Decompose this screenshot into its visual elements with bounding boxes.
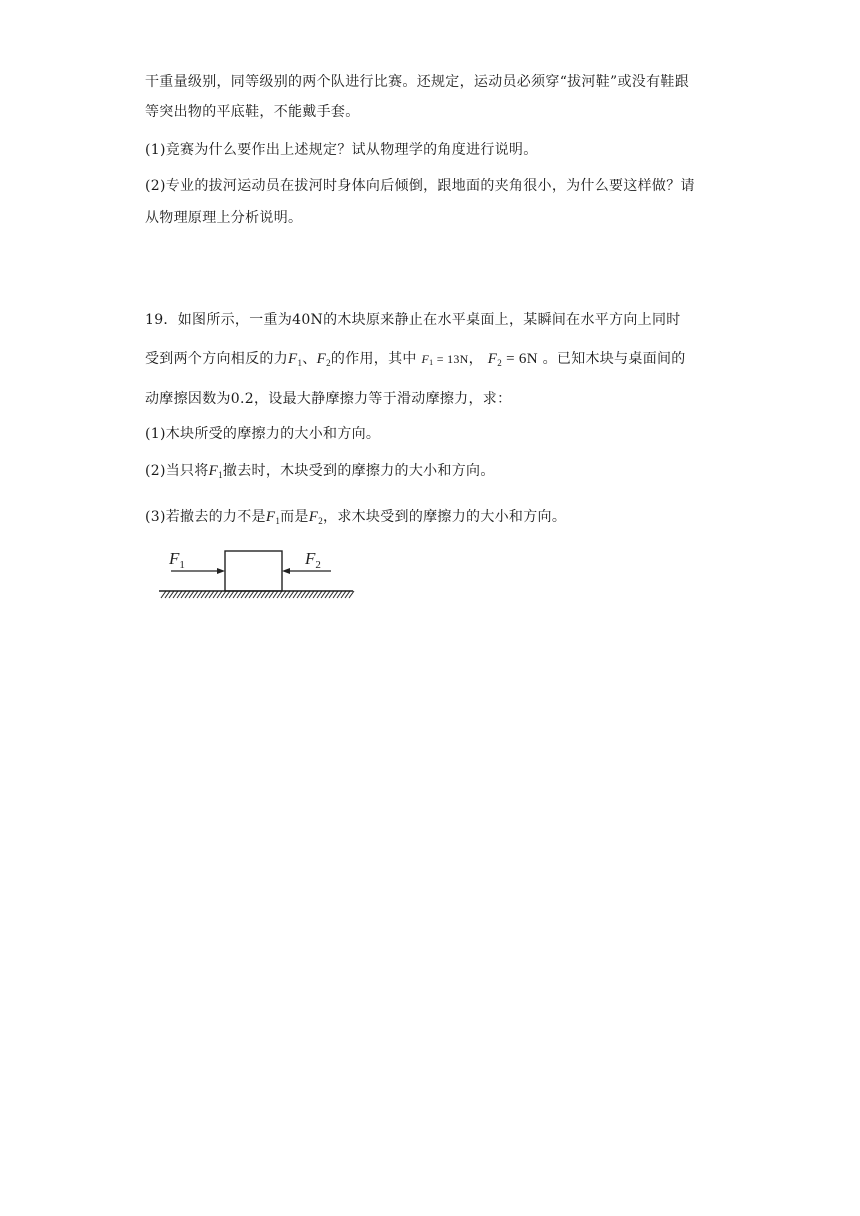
q19-line-1: 19．如图所示，一重为40N的木块原来静止在水平桌面上，某瞬间在水平方向上同时 [145, 312, 681, 328]
f2-label: $F_2$ [305, 549, 321, 571]
q19-line-2-text-a: 受到两个方向相反的力 [145, 351, 288, 367]
f2-symbol: $F_2$ [308, 509, 324, 526]
q19-subquestion-1: (1)木块所受的摩擦力的大小和方向。 [145, 426, 381, 442]
q19-line-2-sep: 、 [302, 351, 317, 367]
q18-subquestion-2-line-1: (2)专业的拔河运动员在拔河时身体向后倾倒，跟地面的夹角很小，为什么要这样做？请 [145, 178, 695, 194]
f1-arrow-head [217, 568, 225, 574]
q19-subquestion-3: (3)若撤去的力不是$F_1$而是$F_2$，求木块受到的摩擦力的大小和方向。 [145, 509, 567, 526]
f1-symbol: $F_1$ [208, 463, 223, 480]
q19-line-2 [145, 349, 686, 373]
q19-line-2-text-c: 。已知木块与桌面间的 [542, 351, 686, 367]
force-diagram [155, 540, 365, 606]
q19-line-2-text-b: 的作用，其中 [330, 351, 417, 367]
q18-subquestion-2-line-2: 从物理原理上分析说明。 [145, 210, 303, 226]
ground-hatching [161, 591, 354, 598]
wood-block [225, 551, 282, 591]
q18-line-1: 干重量级别，同等级别的两个队进行比赛。还规定，运动员必须穿“拔河鞋”或没有鞋跟 [145, 74, 690, 90]
q19-line-2-comma: ， [468, 351, 483, 367]
f1-symbol: $F_1$ [265, 509, 281, 526]
f1-equation: $F_1 = 13N$ [421, 352, 469, 367]
q18-subquestion-1: (1)竞赛为什么要作出上述规定？试从物理学的角度进行说明。 [145, 142, 538, 158]
q18-line-2: 等突出物的平底鞋，不能戴手套。 [145, 104, 360, 120]
q19-line-3: 动摩擦因数为0.2，设最大静摩擦力等于滑动摩擦力，求： [145, 391, 512, 407]
f2-equation: $F_2 = 6N$ [487, 351, 538, 368]
q19-subquestion-2: (2)当只将$F_1$撤去时，木块受到的摩擦力的大小和方向。 [145, 463, 495, 480]
f1-symbol: $F_1$ [288, 351, 303, 368]
f2-arrow-head [282, 568, 290, 574]
f2-symbol: $F_2$ [316, 351, 331, 368]
f1-label: $F_1$ [169, 549, 185, 571]
